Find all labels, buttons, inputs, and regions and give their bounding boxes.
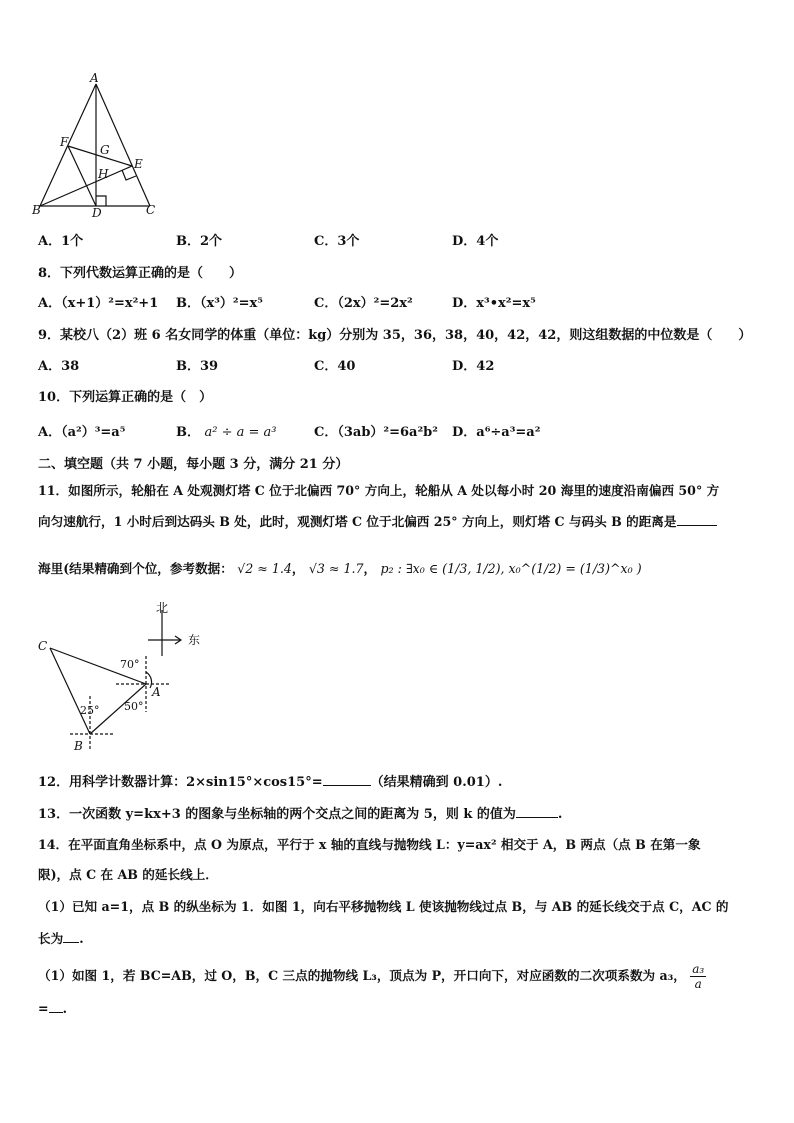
triangle-figure <box>30 70 170 220</box>
q14-sub2-equals: = <box>38 1001 49 1016</box>
q14-sub1-line1: （1）已知 a=1，点 B 的纵坐标为 1．如图 1，向右平移抛物线 L 使该抛物线过点 B，与 AB 的延长线交于点 C，AC 的 <box>38 899 729 914</box>
label-D: D <box>92 206 102 220</box>
q11-answer-blank[interactable] <box>677 513 717 526</box>
label-A: A <box>90 71 99 85</box>
section-heading: 二、填空题（共 7 小题，每小题 3 分，满分 21 分） <box>38 457 349 472</box>
q12-text-a: 12．用科学计数器计算：2×sin15°×cos15°= <box>38 775 323 790</box>
q14-sub2-line1 <box>38 962 706 991</box>
q10-option-c[interactable]: C．（3ab）²=6a²b² <box>314 425 438 440</box>
label-G: G <box>100 143 110 157</box>
point-A-label: A <box>152 685 161 699</box>
q14-frac-den: a <box>694 977 702 991</box>
q9-option-b[interactable]: B．39 <box>176 359 219 374</box>
q10-option-b[interactable] <box>176 421 277 440</box>
q11-ref-sqrt3: √3 ≈ 1.7 <box>308 561 364 576</box>
q14-sub1-text: 长为 <box>38 931 64 946</box>
q9-option-c[interactable]: C．40 <box>314 359 356 374</box>
east-label: 东 <box>188 633 201 647</box>
q13 <box>38 803 562 822</box>
q11-line1: 11．如图所示，轮船在 A 处观测灯塔 C 位于北偏西 70° 方向上，轮船从 A 处以每小时 20 海里的速度沿南偏西 50° 方 <box>38 483 720 498</box>
q8-option-d[interactable]: D．x³•x²=x⁵ <box>452 296 536 311</box>
q11-line3: 海里(结果精确到个位，参考数据： √2 ≈ 1.4， √3 ≈ 1.7， p₂ : ∃x₀ ∈ (1/3, 1/2), x₀^(1/2) = (1/3)^x₀ ) <box>38 561 642 576</box>
q9-stem: 9．某校八（2）班 6 名女同学的体重（单位：kg）分别为 35，36，38，40，42，42，则这组数据的中位数是（ ） <box>38 328 752 343</box>
q14-sub1-line2: 长为 . <box>38 931 84 946</box>
q12 <box>38 771 502 790</box>
q14-sub1-answer-blank[interactable] <box>63 930 79 943</box>
angle-25-label: 25° <box>80 704 100 717</box>
q8-stem: 8．下列代数运算正确的是（ ） <box>38 266 243 281</box>
q7-option-b[interactable]: B．2个 <box>176 234 223 249</box>
q11-line2 <box>38 511 717 530</box>
label-E: E <box>134 157 143 171</box>
label-C: C <box>146 203 156 217</box>
q14-line2: 限)，点 C 在 AB 的延长线上． <box>38 867 218 882</box>
q14-frac-num: a₃ <box>692 962 705 976</box>
q10-option-d[interactable]: D．a⁶÷a³=a² <box>452 425 541 440</box>
q14-sub2-text: （1）如图 1，若 BC=AB，过 O，B，C 三点的抛物线 L₃，顶点为 P，开口向下，对应函数的二次项系数为 a₃， <box>38 968 686 983</box>
q12-text-b: （结果精确到 0.01）. <box>370 775 503 790</box>
q11-ref-sqrt2: √2 ≈ 1.4 <box>237 561 292 576</box>
q13-text-a: 13．一次函数 y=kx+3 的图象与坐标轴的两个交点之间的距离为 5，则 k 的值为 <box>38 807 516 822</box>
bearing-figure <box>30 600 230 760</box>
q14-sub2-answer-blank[interactable] <box>49 1000 63 1013</box>
label-H: H <box>98 167 109 181</box>
label-F: F <box>60 135 69 149</box>
q14-fraction <box>690 962 706 991</box>
q12-answer-blank[interactable] <box>323 773 371 786</box>
q8-option-b[interactable]: B．（x³）²=x⁵ <box>176 296 263 311</box>
q9-option-a[interactable]: A．38 <box>38 359 80 374</box>
q13-answer-blank[interactable] <box>516 805 558 818</box>
north-label: 北 <box>156 601 169 615</box>
q11-line2-text: 向匀速航行，1 小时后到达码头 B 处，此时，观测灯塔 C 位于北偏西 25° 方向上，则灯塔 C 与码头 B 的距离是 <box>38 514 677 529</box>
q14-line1: 14．在平面直角坐标系中，点 O 为原点，平行于 x 轴的直线与抛物线 L：y=ax² 相交于 A，B 两点（点 B 在第一象 <box>38 837 701 852</box>
q7-option-a[interactable]: A．1个 <box>38 234 84 249</box>
q7-option-d[interactable]: D．4个 <box>452 234 499 249</box>
q14-sub2-line2: = . <box>38 1001 67 1016</box>
q10-option-b-math: a² ÷ a = a³ <box>204 425 277 440</box>
q10-stem: 10．下列运算正确的是（ ） <box>38 390 213 405</box>
q8-option-a[interactable]: A．（x+1）²=x²+1 <box>38 296 159 311</box>
q10-option-a[interactable]: A．（a²）³=a⁵ <box>38 425 126 440</box>
q7-option-c[interactable]: C．3个 <box>314 234 360 249</box>
q11-ref-p2: p₂ : ∃x₀ ∈ (1/3, 1/2), x₀^(1/2) = (1/3)^x₀ ) <box>380 561 642 576</box>
q10-option-b-label: B． <box>176 425 200 440</box>
label-B: B <box>32 203 41 217</box>
angle-70-label: 70° <box>120 658 140 671</box>
q8-option-c[interactable]: C．（2x）²=2x² <box>314 296 413 311</box>
q13-text-b: . <box>557 807 563 822</box>
q11-line3-text: 海里(结果精确到个位，参考数据： <box>38 561 233 576</box>
q9-option-d[interactable]: D．42 <box>452 359 495 374</box>
angle-50-label: 50° <box>124 700 144 713</box>
point-B-label: B <box>74 739 83 753</box>
point-C-label: C <box>38 639 48 653</box>
